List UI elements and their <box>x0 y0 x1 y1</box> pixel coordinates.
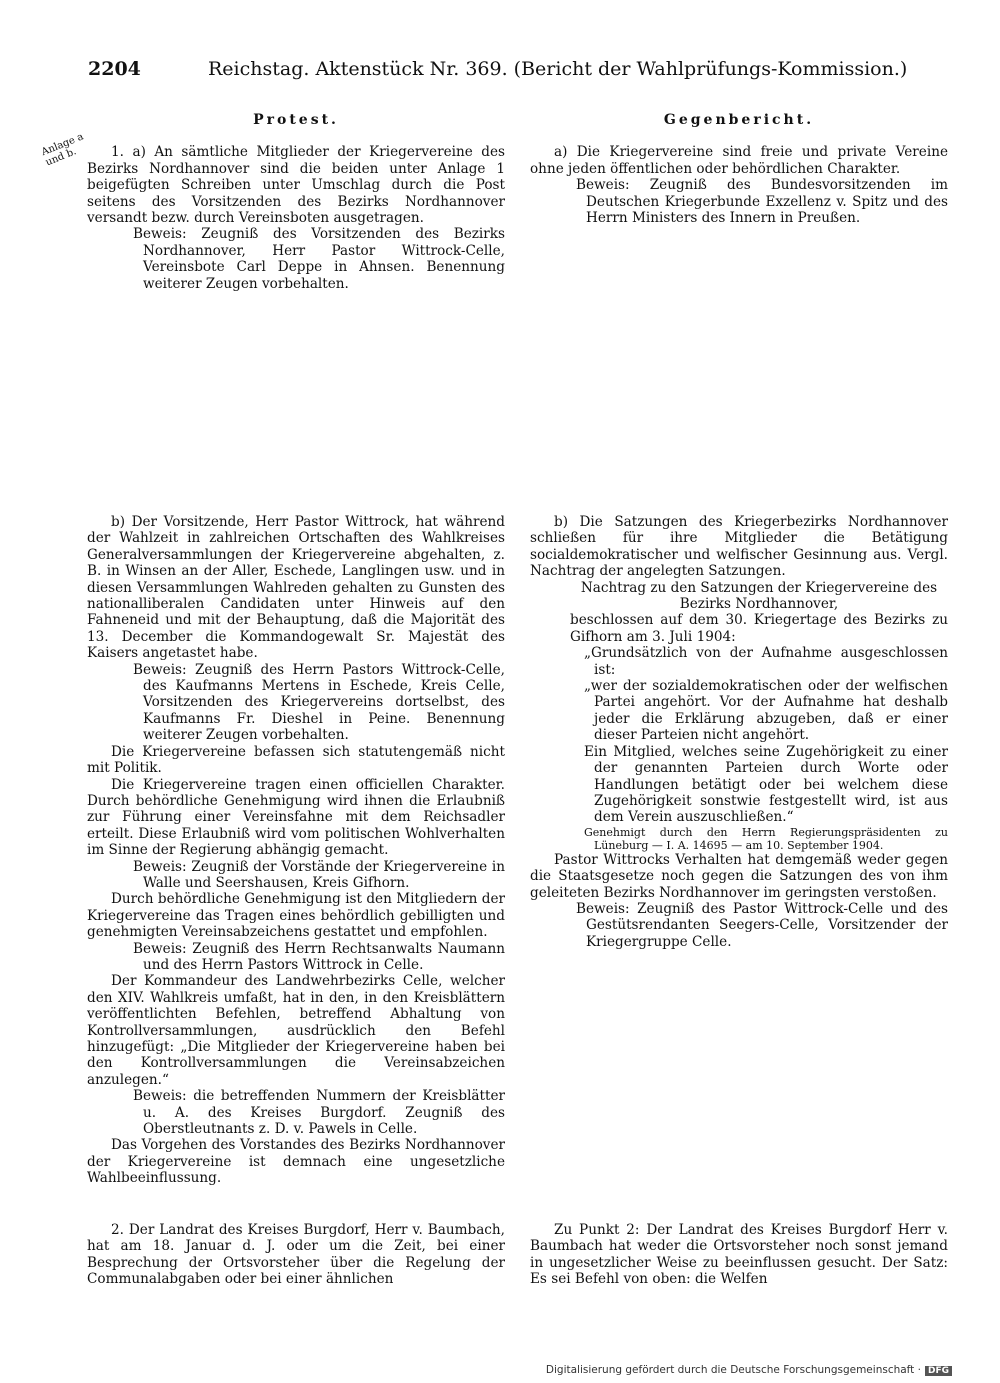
page-title: Reichstag. Aktenstück Nr. 369. (Bericht der Wahlprüfungs-Kommission.) <box>208 58 908 80</box>
dfg-logo: DFG <box>925 1366 952 1376</box>
gegenbericht-b: b) Die Satzungen des Kriegerbezirks Nordhannover schließen für ihre Mitglieder die Betätigung socialdemokratischer und welfischer Gesinnung aus. Vergl. Nachtrag der angelegten Satzungen. <box>530 514 948 580</box>
margin-note: Anlage a und b. <box>40 131 86 169</box>
page-number: 2204 <box>88 58 141 80</box>
protest-1b-kommandeur: Der Kommandeur des Landwehrbezirks Celle, welcher den XIV. Wahlkreis umfaßt, hat in den, in den Kreisblättern veröffentlichten Befehlen, betreffend Abhaltung von Kontrollversammlungen, ausdrücklich den Befehl hinzugefügt: „Die Mitglieder der Kriegervereine haben bei den Kontrollversammlungen die Vereinsabzeichen anzulegen.“ <box>87 973 505 1088</box>
left-column-middle <box>87 514 505 1187</box>
protest-1b-badge: Durch behördliche Genehmigung ist den Mitgliedern der Kriegervereine das Tragen eines behördlich gebilligten und genehmigten Vereinsabzeichens gestattet und empfohlen. <box>87 891 505 941</box>
gegenbericht-b-wittrock: Pastor Wittrocks Verhalten hat demgemäß weder gegen die Staatsgesetze noch gegen die Satzungen des von ihm geleiteten Bezirks Nordhannover im geringsten verstoßen. <box>530 851 948 901</box>
right-column-middle <box>530 514 948 950</box>
right-column-bottom <box>530 1222 948 1288</box>
protest-1b-badge-beweis: Beweis: Zeugniß des Herrn Rechtsanwalts Naumann und des Herrn Pastors Wittrock in Celle. <box>133 940 505 973</box>
gegenbericht-2: Zu Punkt 2: Der Landrat des Kreises Burgdorf Herr v. Baumbach hat weder die Ortsvorsteher noch sonst jemand in ungesetzlicher Weise zu beeinflussen gesucht. Der Satz: Es sei Befehl von oben: die Welfen <box>530 1222 948 1288</box>
nachtrag-genehmigt: Genehmigt durch den Herrn Regierungspräsidenten zu Lüneburg — I. A. 14695 — am 10. September 1904. <box>584 825 948 852</box>
protest-1b-official-beweis: Beweis: Zeugniß der Vorstände der Kriegervereine in Walle und Seershausen, Kreis Gifhorn. <box>133 858 505 891</box>
heading-protest: Protest. <box>253 112 339 128</box>
protest-1b: b) Der Vorsitzende, Herr Pastor Wittrock, hat während der Wahlzeit in zahlreichen Ortschaften des Wahlkreises Generalversammlungen der Kriegervereine abgehalten, z. B. in Winsen an der Aller, Eschede, Langlingen usw. und in diesen Versammlungen Wahlreden gehalten zu Gunsten des nationalliberalen Candidaten unter Hinweis auf den Fahneneid und mit der Behauptung, daß die Majorität des 13. December die Kommandogewalt Sr. Majestät des Kaisers angetastet habe. <box>87 514 505 662</box>
gegenbericht-a: a) Die Kriegervereine sind freie und private Vereine ohne jeden öffentlichen oder behördlichen Charakter. <box>530 144 948 177</box>
protest-1b-statute: Die Kriegervereine befassen sich statutengemäß nicht mit Politik. <box>87 743 505 777</box>
left-column-top <box>87 112 505 292</box>
right-column-top <box>530 112 948 226</box>
nachtrag-beschlossen: beschlossen auf dem 30. Kriegertage des Bezirks zu Gifhorn am 3. Juli 1904: <box>570 612 948 645</box>
gegenbericht-b-beweis: Beweis: Zeugniß des Pastor Wittrock-Celle und des Gestütsrendanten Seegers-Celle, Vorsitzender der Kriegergruppe Celle. <box>576 900 948 950</box>
funding-footer <box>546 1364 952 1376</box>
nachtrag-quote-1: „Grundsätzlich von der Aufnahme ausgeschlossen ist: <box>584 645 948 678</box>
left-column-bottom <box>87 1222 505 1288</box>
protest-1b-kommandeur-beweis: Beweis: die betreffenden Nummern der Kreisblätter u. A. des Kreises Burgdorf. Zeugniß des Oberstleutnants z. D. v. Pawels in Celle. <box>133 1088 505 1138</box>
gegenbericht-a-beweis: Beweis: Zeugniß des Bundesvorsitzenden im Deutschen Kriegerbunde Exzellenz v. Spitz und des Herrn Ministers des Innern in Preußen. <box>576 177 948 227</box>
protest-1a: 1. a) An sämtliche Mitglieder der Kriegervereine des Bezirks Nordhannover sind die beiden unter Anlage 1 beigefügten Schreiben unter Umschlag durch die Post seitens des Vorsitzenden des Bezirks Nordhannover versandt bezw. durch Vereinsboten ausgetragen. <box>87 144 505 227</box>
nachtrag-quote-3: Ein Mitglied, welches seine Zugehörigkeit zu einer der genannten Parteien durch Worte oder Handlungen betätigt oder bei welchem diese Zugehörigkeit sonstwie festgestellt wird, ist aus dem Verein auszuschließen.“ <box>584 743 948 826</box>
protest-1b-conclusion: Das Vorgehen des Vorstandes des Bezirks Nordhannover der Kriegervereine ist demnach eine ungesetzliche Wahlbeeinflussung. <box>87 1137 505 1187</box>
nachtrag-quote-2: „wer der sozialdemokratischen oder der welfischen Partei angehört. Vor der Aufnahme hat deshalb jeder die Erklärung abzugeben, daß er einer dieser Parteien nicht angehört. <box>584 678 948 744</box>
protest-1a-beweis: Beweis: Zeugniß des Vorsitzenden des Bezirks Nordhannover, Herr Pastor Wittrock-Celle, Vereinsbote Carl Deppe in Ahnsen. Benennung weiterer Zeugen vorbehalten. <box>133 226 505 292</box>
heading-gegenbericht: Gegenbericht. <box>663 112 815 128</box>
nachtrag-title: Nachtrag zu den Satzungen der Kriegervereine des Bezirks Nordhannover, <box>580 579 938 613</box>
funding-text: Digitalisierung gefördert durch die Deutsche Forschungsgemeinschaft · <box>545 1364 921 1376</box>
protest-1b-official: Die Kriegervereine tragen einen officiellen Charakter. Durch behördliche Genehmigung wird ihnen die Erlaubniß zur Führung einer Vereinsfahne mit dem Reichsadler erteilt. Diese Erlaubniß wird vom politischen Wohlverhalten im Sinne der Regierung abhängig gemacht. <box>87 776 505 859</box>
protest-1b-beweis: Beweis: Zeugniß des Herrn Pastors Wittrock-Celle, des Kaufmanns Mertens in Eschede, Kreis Celle, Vorsitzenden des Kriegervereins dortselbst, des Kaufmanns Fr. Dieshel in Peine. Benennung weiterer Zeugen vorbehalten. <box>133 661 505 744</box>
protest-2: 2. Der Landrat des Kreises Burgdorf, Herr v. Baumbach, hat am 18. Januar d. J. oder um die Zeit, bei einer Besprechung der Ortsvorsteher über die Regelung der Communalabgaben oder bei einer ähnlichen <box>87 1222 505 1288</box>
